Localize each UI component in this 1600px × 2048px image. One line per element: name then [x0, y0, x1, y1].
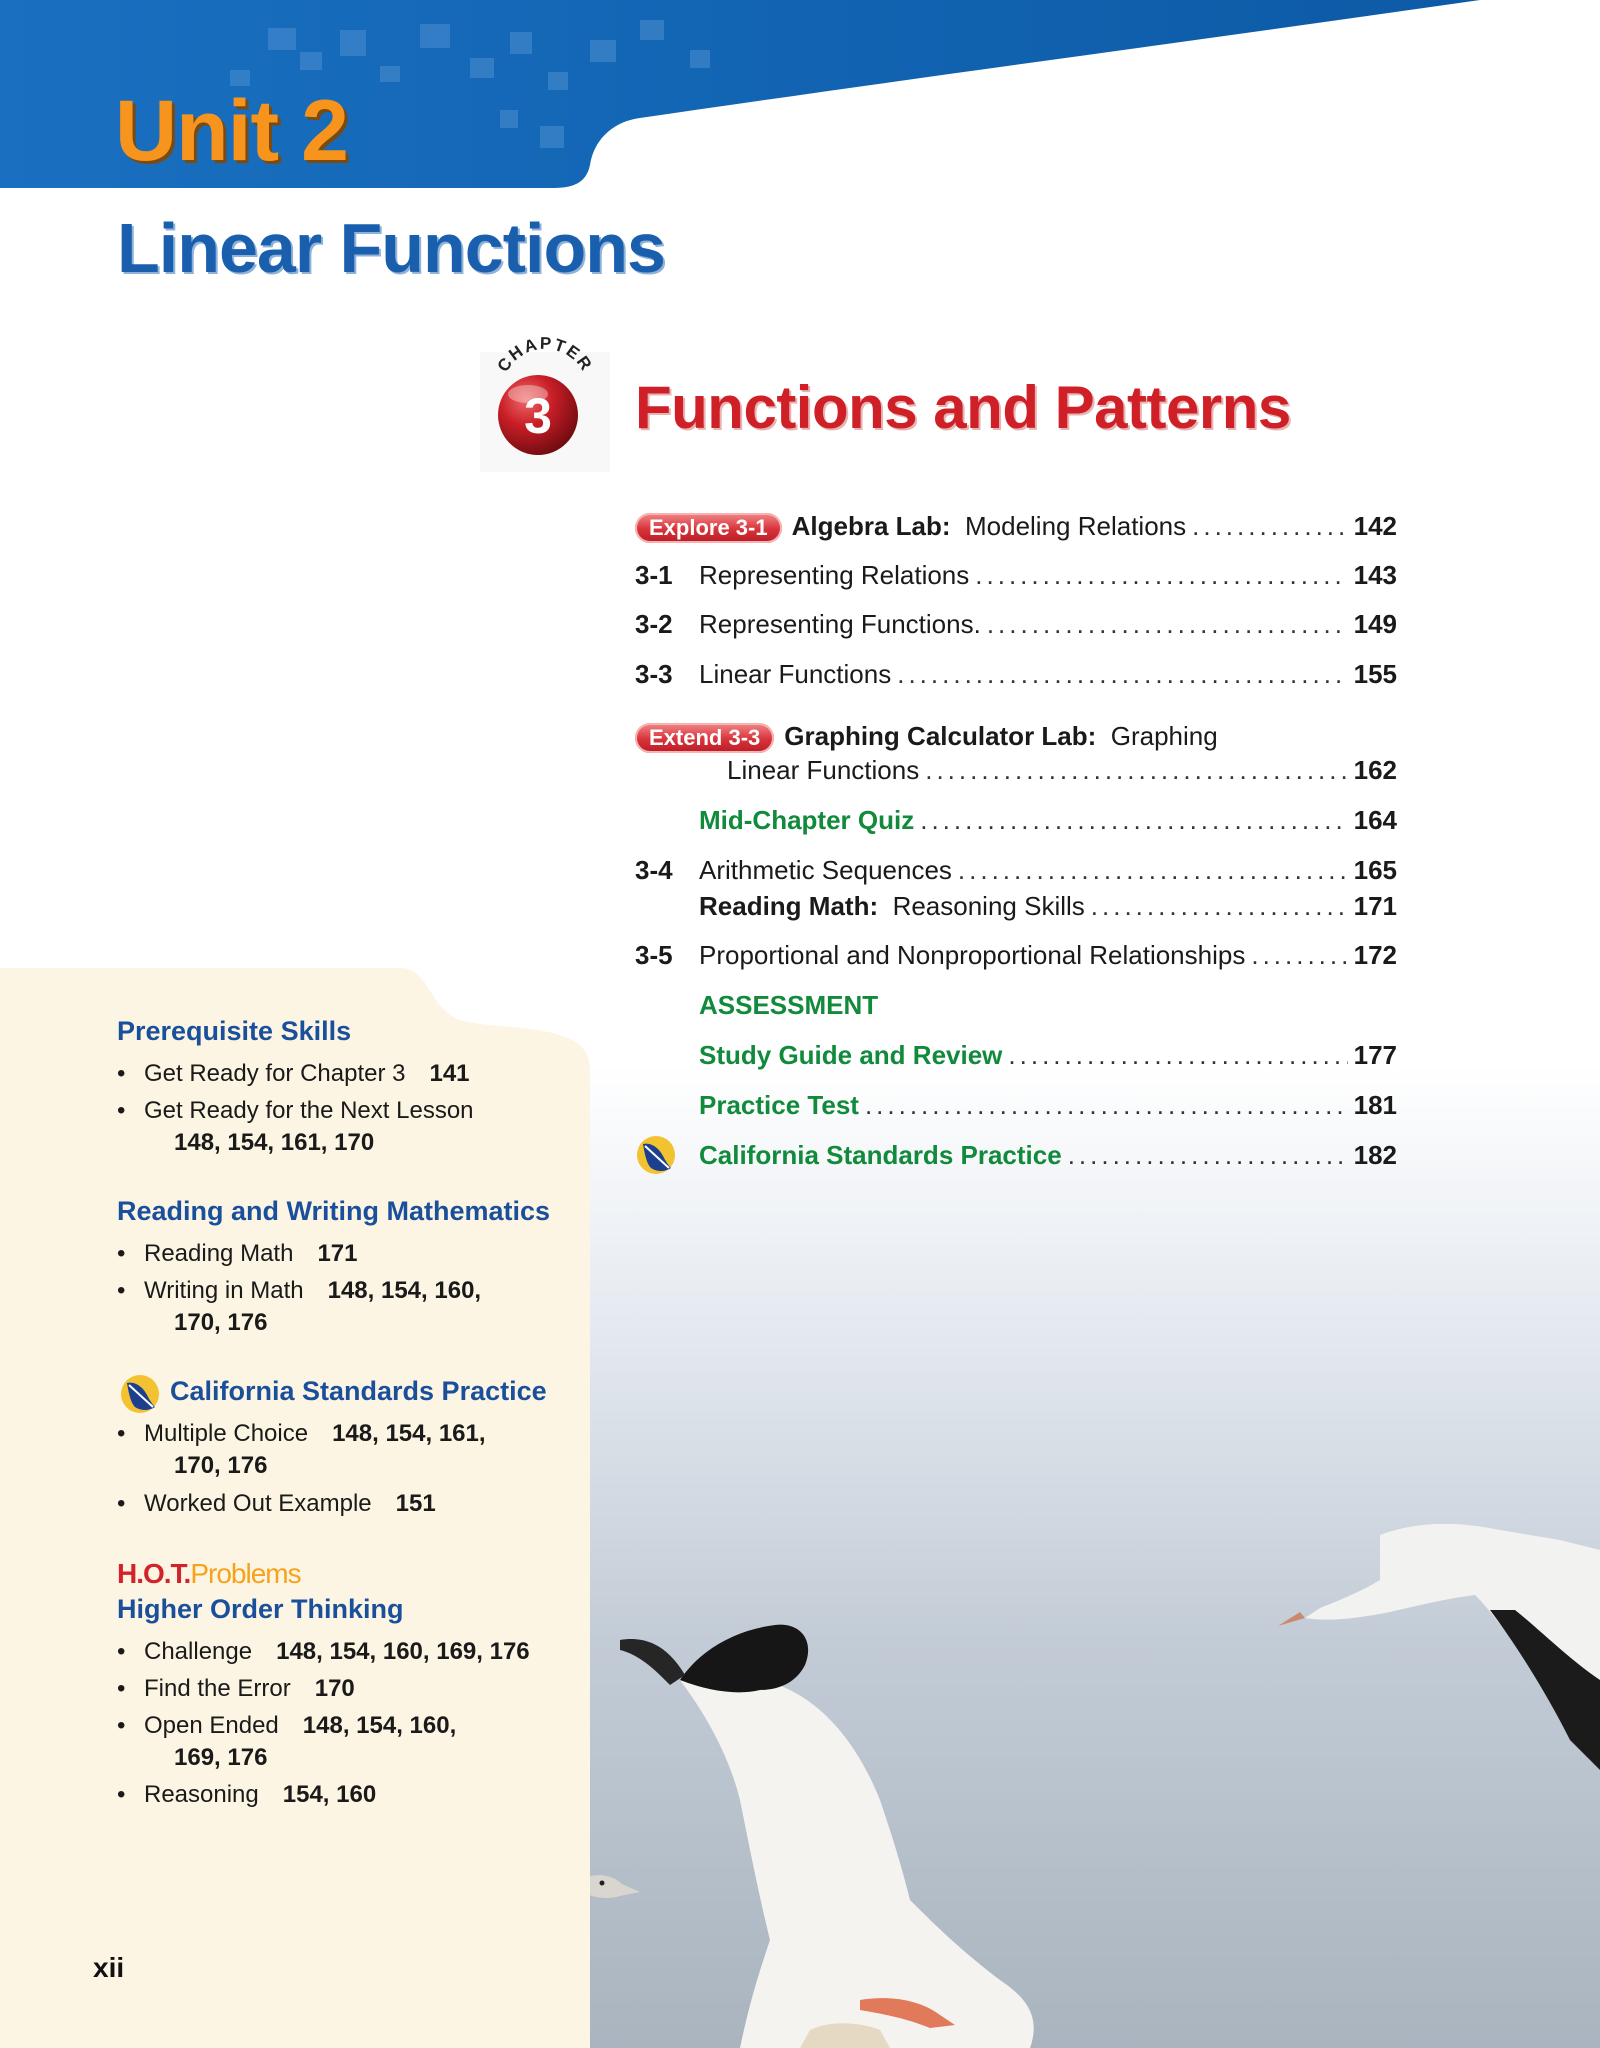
toc-item-reading-math[interactable] — [635, 890, 1397, 922]
toc-label: Modeling Relations — [964, 511, 1187, 541]
toc-page: 142 — [1353, 511, 1397, 541]
toc-label: Linear Functions — [699, 659, 892, 689]
toc-item-study-guide[interactable] — [635, 1039, 1397, 1071]
toc-label-bold: Algebra Lab: — [791, 511, 951, 541]
toc-page: 165 — [1353, 855, 1397, 885]
item-label: Open Ended — [144, 1712, 279, 1739]
reading-writing-heading: Reading and Writing Mathematics — [117, 1196, 551, 1226]
toc-label: Reasoning Skills — [892, 891, 1085, 921]
toc-page: 177 — [1353, 1040, 1397, 1070]
leader-dots — [975, 559, 1347, 591]
leader-dots — [1192, 510, 1347, 542]
toc-page: 181 — [1353, 1090, 1397, 1120]
item-pages-cont: 170, 176 — [174, 1452, 268, 1479]
unit-title: Linear Functions — [117, 209, 665, 287]
toc-item-3-2[interactable] — [635, 608, 1397, 640]
item-label: Challenge — [144, 1638, 253, 1665]
leader-dots — [958, 854, 1348, 886]
toc-label-bold: Reading Math: — [699, 891, 879, 921]
toc-label: Representing Functions. — [699, 609, 981, 639]
item-pages: 148, 154, 161, 170 — [174, 1129, 375, 1156]
chapter-number: 3 — [524, 388, 552, 444]
california-standards-icon — [119, 1373, 161, 1415]
item-label: Reading Math — [144, 1240, 294, 1267]
lesson-number: 3-5 — [635, 940, 673, 970]
toc-page: 162 — [1353, 755, 1397, 785]
item-label: Get Ready for Chapter 3 — [144, 1060, 406, 1087]
lesson-number: 3-2 — [635, 609, 673, 639]
toc-label: Study Guide and Review — [699, 1040, 1003, 1070]
assessment-label: ASSESSMENT — [699, 990, 879, 1020]
item-pages-cont: 170, 176 — [174, 1309, 268, 1336]
lesson-number: 3-3 — [635, 659, 673, 689]
ca-practice-heading: California Standards Practice — [170, 1376, 547, 1406]
leader-dots — [865, 1089, 1348, 1121]
toc-item-3-3[interactable] — [635, 658, 1397, 690]
toc-label: Linear Functions — [727, 755, 920, 785]
toc-page: 171 — [1353, 891, 1397, 921]
leader-dots — [897, 658, 1347, 690]
hot-problems-logo: H.O.T.Problems — [117, 1558, 301, 1589]
item-pages: 170 — [314, 1675, 355, 1702]
extend-tag: Extend 3-3 — [635, 723, 774, 753]
item-pages: 148, 154, 160, — [327, 1277, 482, 1304]
hot-heading: Higher Order Thinking — [117, 1594, 404, 1624]
toc-page: 155 — [1353, 659, 1397, 689]
toc-label: Arithmetic Sequences — [699, 855, 952, 885]
chapter-word: CHAPTER — [493, 333, 597, 376]
leader-dots — [920, 804, 1347, 836]
prereq-heading: Prerequisite Skills — [117, 1016, 352, 1046]
leader-dots — [1068, 1139, 1348, 1171]
lesson-number: 3-4 — [635, 855, 673, 885]
snow-geese-photo — [560, 1500, 1600, 2048]
leader-dots — [1091, 890, 1348, 922]
item-pages: 148, 154, 160, 169, 176 — [276, 1638, 530, 1665]
item-label: Reasoning — [144, 1781, 259, 1808]
toc-page: 164 — [1353, 805, 1397, 835]
california-standards-icon — [635, 1134, 677, 1176]
toc-item-3-4[interactable] — [635, 854, 1397, 886]
toc-page: 182 — [1353, 1140, 1397, 1170]
leader-dots — [1251, 939, 1347, 971]
toc-item-practice-test[interactable] — [635, 1089, 1397, 1121]
toc-item-california-standards[interactable] — [635, 1139, 1397, 1171]
explore-tag: Explore 3-1 — [635, 513, 782, 543]
item-pages: 151 — [395, 1490, 436, 1517]
item-pages: 148, 154, 161, — [332, 1420, 486, 1447]
toc-label-bold: Graphing Calculator Lab: — [784, 721, 1097, 751]
item-label: Multiple Choice — [144, 1420, 309, 1447]
unit-label: Unit 2 — [115, 83, 348, 179]
chapter-title: Functions and Patterns — [635, 374, 1291, 441]
toc-item-explore-3-1[interactable] — [635, 510, 1397, 543]
toc-item-3-1[interactable] — [635, 559, 1397, 591]
toc-label: Mid-Chapter Quiz — [699, 805, 915, 835]
toc-page: 143 — [1353, 560, 1397, 590]
toc-item-mid-chapter-quiz[interactable] — [635, 804, 1397, 836]
lesson-number: 3-1 — [635, 560, 673, 590]
item-label: Find the Error — [144, 1675, 291, 1702]
item-label: Worked Out Example — [144, 1490, 372, 1517]
item-label: Get Ready for the Next Lesson — [144, 1097, 474, 1124]
toc-item-extend-3-3[interactable] — [635, 720, 1397, 753]
item-pages: 171 — [317, 1240, 358, 1267]
toc-label: Graphing — [1110, 721, 1218, 751]
toc-label: Proportional and Nonproportional Relationships — [699, 940, 1246, 970]
toc-label: California Standards Practice — [699, 1140, 1062, 1170]
item-pages: 154, 160 — [282, 1781, 377, 1808]
toc-label: Practice Test — [699, 1090, 859, 1120]
item-pages: 148, 154, 160, — [302, 1712, 457, 1739]
toc-item-extend-3-3-cont[interactable] — [635, 754, 1397, 786]
toc-label: Representing Relations — [699, 560, 970, 590]
item-label: Writing in Math — [144, 1277, 304, 1304]
page-number: xii — [93, 1952, 125, 1983]
leader-dots — [1008, 1039, 1347, 1071]
chapter-badge-icon — [480, 332, 610, 472]
toc-item-3-5[interactable] — [635, 939, 1397, 971]
item-pages: 141 — [429, 1060, 470, 1087]
item-pages-cont: 169, 176 — [174, 1744, 268, 1771]
assessment-heading — [635, 989, 1397, 1021]
leader-dots — [987, 608, 1348, 640]
toc-page: 172 — [1353, 940, 1397, 970]
toc-page: 149 — [1353, 609, 1397, 639]
features-panel: Prerequisite Skills • Get Ready for Chapter 3 141 • Get Ready for the Next Lesson 148, 154, 161, 170 Reading and Writing Mathematics • Reading Math 171 • Writing in Math 148, 154, 160, 170, 176 California Standards Practice • Multiple Choice 148, 154, 161, 170, 176 • Worked Out Example 151 H.O.T.Problems Higher Order Thinking • Challenge 148, 154, 160, 169, 176 • Find the Error 170 • Open Ended 148, 154, 160, 169, 176 • Reasoning 154, 160 — [0, 968, 590, 2048]
leader-dots — [925, 754, 1347, 786]
